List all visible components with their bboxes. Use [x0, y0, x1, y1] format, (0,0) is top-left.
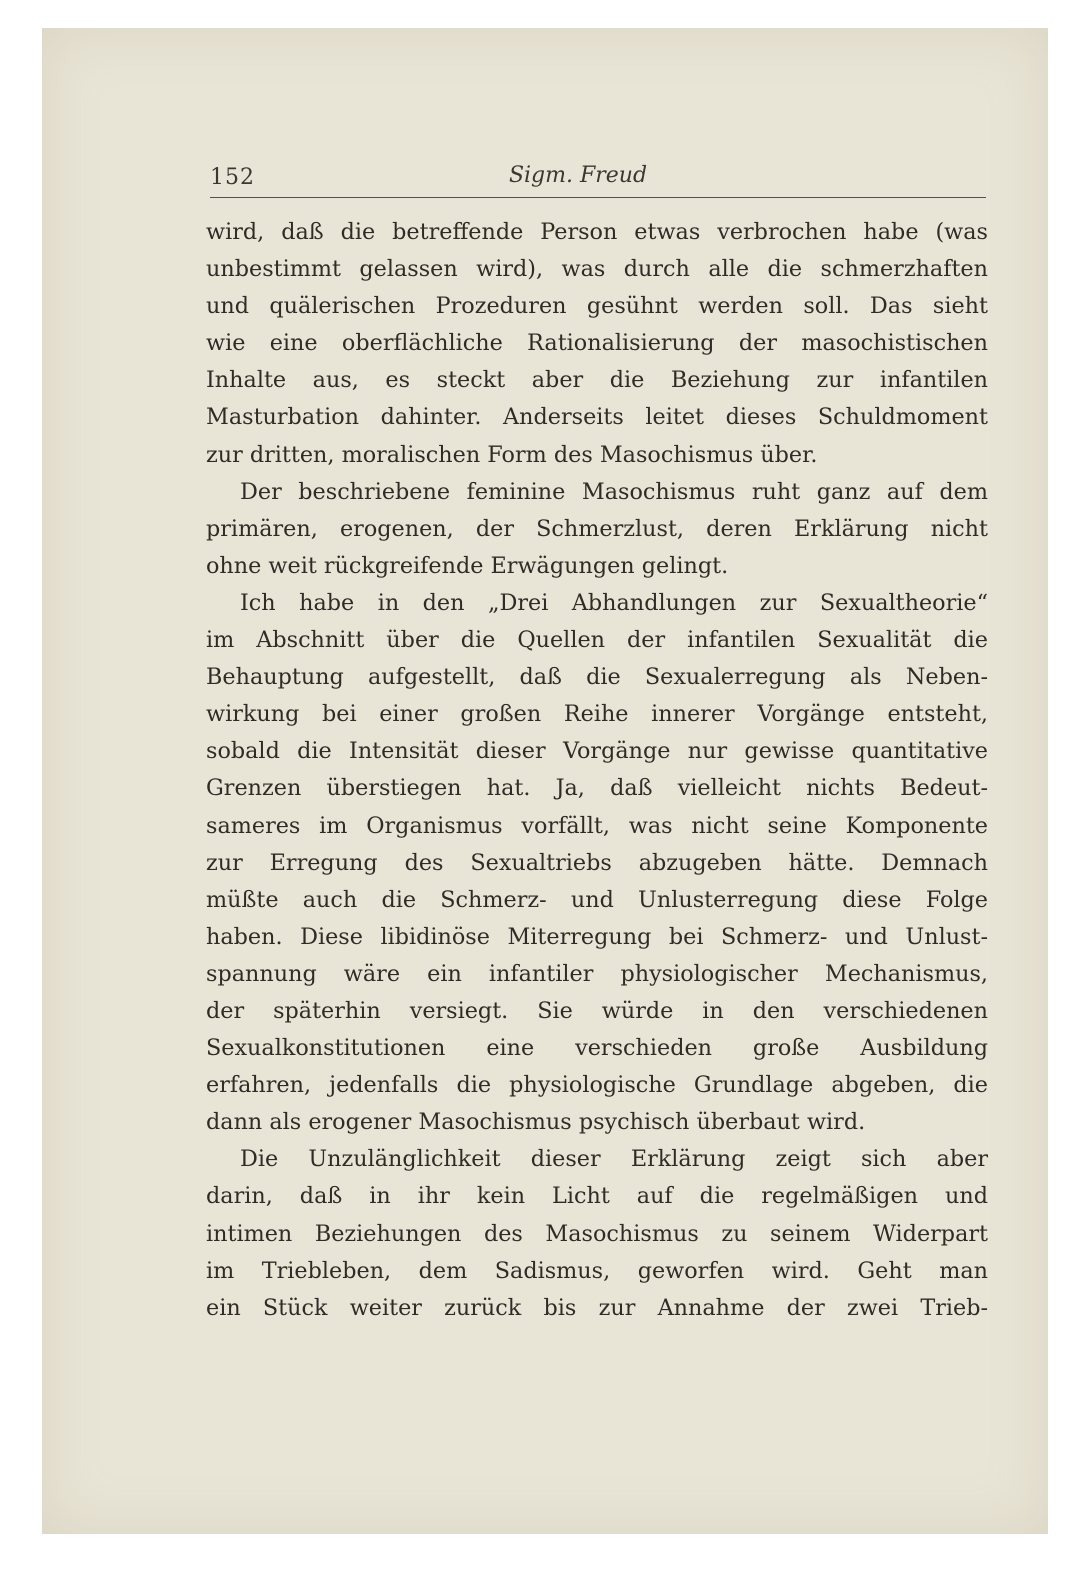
- text-line: und quälerischen Prozeduren gesühnt werden soll. Das sieht: [206, 293, 988, 320]
- text-line: primären, erogenen, der Schmerzlust, deren Erklärung nicht: [206, 515, 988, 542]
- text-line: erfahren, jedenfalls die physiologische Grundlage abgeben, die: [206, 1072, 988, 1099]
- text-line: Grenzen überstiegen hat. Ja, daß vielleicht nichts Bedeut-: [206, 775, 988, 802]
- text-line: im Triebleben, dem Sadismus, geworfen wird. Geht man: [206, 1257, 988, 1284]
- text-line: wie eine oberflächliche Rationalisierung der masochistischen: [206, 330, 988, 357]
- text-line: Der beschriebene feminine Masochismus ruht ganz auf dem: [240, 478, 988, 505]
- text-line: zur dritten, moralischen Form des Masochismus über.: [206, 441, 818, 468]
- text-line: zur Erregung des Sexualtriebs abzugeben hätte. Demnach: [206, 849, 988, 876]
- text-line: Inhalte aus, es steckt aber die Beziehung zur infantilen: [206, 367, 988, 394]
- body-text: [206, 214, 988, 1327]
- text-line: sobald die Intensität dieser Vorgänge nur gewisse quantitative: [206, 738, 988, 765]
- text-line: der späterhin versiegt. Sie würde in den verschiedenen: [206, 997, 988, 1024]
- page-header: [210, 163, 986, 198]
- text-line: wirkung bei einer großen Reihe innerer Vorgänge entsteht,: [206, 701, 988, 728]
- text-line: spannung wäre ein infantiler physiologischer Mechanismus,: [206, 960, 988, 987]
- text-line: Ich habe in den „Drei Abhandlungen zur Sexualtheorie“: [240, 589, 988, 616]
- text-line: dann als erogener Masochismus psychisch überbaut wird.: [206, 1109, 866, 1136]
- text-line: darin, daß in ihr kein Licht auf die regelmäßigen und: [206, 1183, 988, 1210]
- text-line: unbestimmt gelassen wird), was durch alle die schmerzhaften: [206, 256, 988, 283]
- text-line: wird, daß die betreffende Person etwas verbrochen habe (was: [206, 219, 988, 245]
- text-line: im Abschnitt über die Quellen der infantilen Sexualität die: [206, 627, 988, 654]
- text-line: Sexualkonstitutionen eine verschieden große Ausbildung: [206, 1035, 988, 1062]
- text-line: sameres im Organismus vorfällt, was nicht seine Komponente: [206, 812, 988, 839]
- text-line: Masturbation dahinter. Anderseits leitet dieses Schuldmoment: [206, 404, 988, 431]
- text-line: intimen Beziehungen des Masochismus zu seinem Widerpart: [206, 1220, 988, 1247]
- text-line: müßte auch die Schmerz- und Unlusterregung diese Folge: [206, 886, 988, 913]
- text-line: ein Stück weiter zurück bis zur Annahme der zwei Trieb-: [206, 1294, 988, 1321]
- page-number: 152: [210, 165, 255, 190]
- text-line: Die Unzulänglichkeit dieser Erklärung zeigt sich aber: [240, 1146, 988, 1173]
- running-head: Sigm. Freud: [508, 163, 648, 188]
- text-line: Behauptung aufgestellt, daß die Sexualerregung als Neben-: [206, 664, 988, 691]
- text-line: haben. Diese libidinöse Miterregung bei Schmerz- und Unlust-: [206, 923, 988, 950]
- text-line: ohne weit rückgreifende Erwägungen gelingt.: [206, 552, 729, 579]
